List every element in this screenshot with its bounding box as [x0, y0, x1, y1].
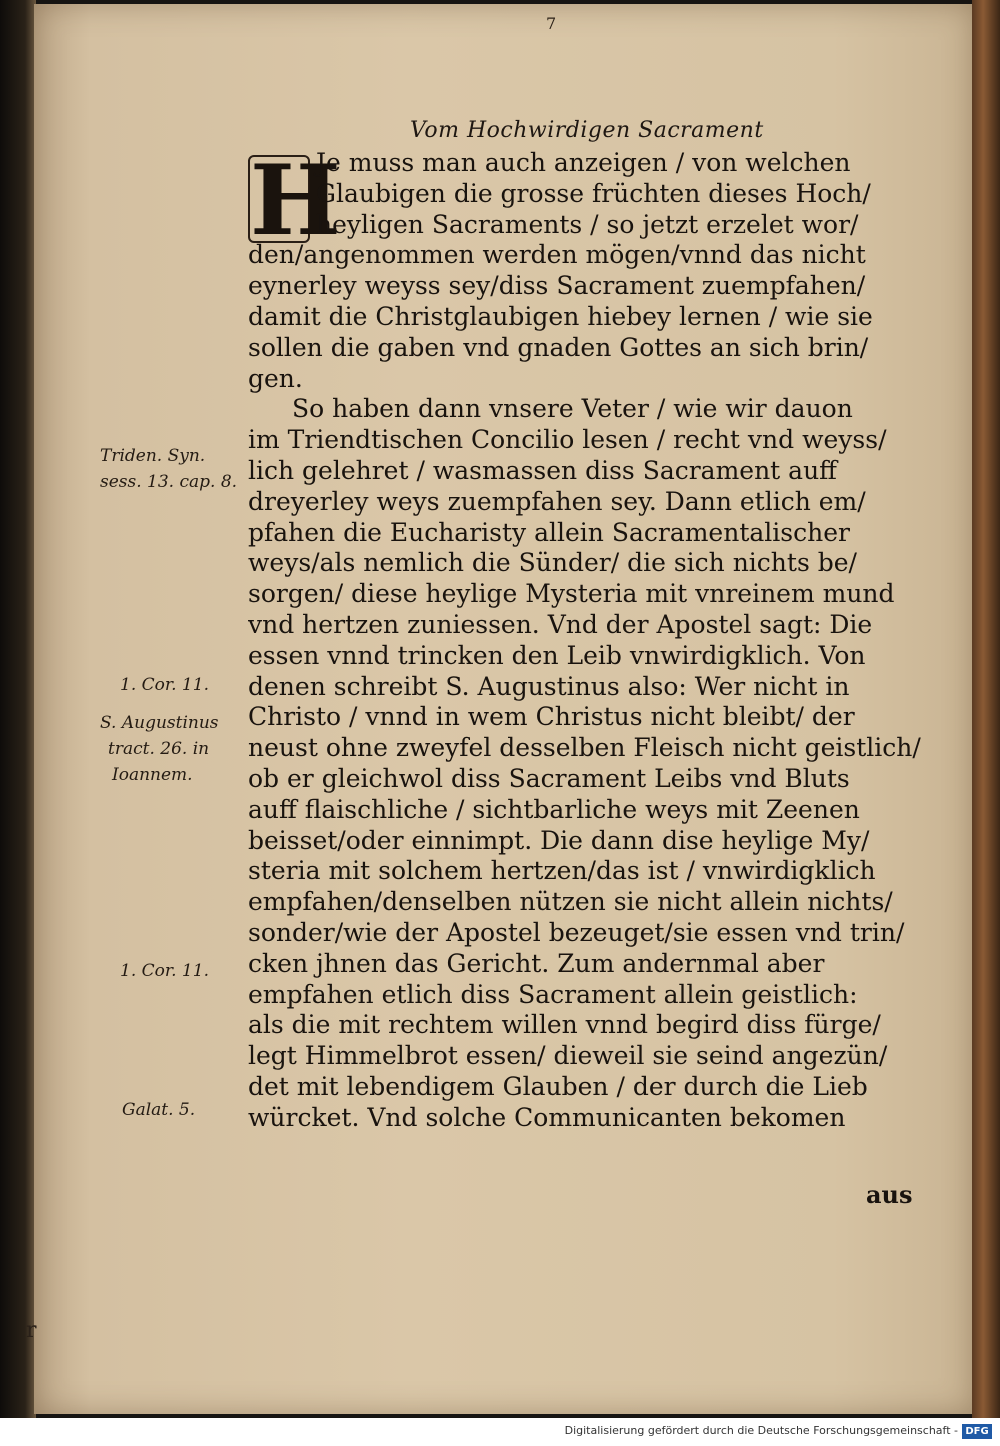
footer-credit: Digitalisierung gefördert durch die Deutsche Forschungsgemeinschaft - — [564, 1424, 958, 1437]
text-line: beisset/oder einnimpt. Die dann dise heylige My/ — [248, 825, 870, 855]
text-line: im Triendtischen Concilio lesen / recht vnd weyss/ — [248, 425, 887, 455]
corner-mark: r — [26, 1318, 37, 1343]
dfg-logo: DFG — [962, 1424, 992, 1439]
catchword: aus — [866, 1180, 913, 1209]
body-text — [248, 144, 928, 1134]
page-tick-mark: 7 — [546, 14, 557, 33]
margin-note: Triden. Syn. — [100, 446, 206, 466]
text-line: Christo / vnnd in wem Christus nicht bleibt/ der — [248, 702, 855, 732]
text-line: So haben dann vnsere Veter / wie wir dauon — [292, 394, 853, 424]
text-line: neust ohne zweyfel desselben Fleisch nicht geistlich/ — [248, 733, 921, 763]
text-line: cken jhnen das Gericht. Zum andernmal aber — [248, 948, 825, 978]
text-line: lich gelehret / wasmassen diss Sacrament auff — [248, 455, 837, 485]
text-line: heyligen Sacraments / so jetzt erzelet wor/ — [316, 209, 859, 239]
margin-note: Galat. 5. — [122, 1100, 196, 1120]
text-line: sorgen/ diese heylige Mysteria mit vnreinem mund — [248, 579, 895, 609]
text-line: Glaubigen die grosse früchten dieses Hoch/ — [316, 178, 871, 208]
text-line: weys/als nemlich die Sünder/ die sich nichts be/ — [248, 548, 857, 578]
text-line: pfahen die Eucharisty allein Sacramentalischer — [248, 517, 850, 547]
text-line: ob er gleichwol diss Sacrament Leibs vnd Bluts — [248, 763, 850, 793]
text-line: legt Himmelbrot essen/ dieweil sie seind angezün/ — [248, 1041, 888, 1071]
margin-note: sess. 13. cap. 8. — [100, 472, 238, 492]
text-line: Je muss man auch anzeigen / von welchen — [316, 148, 851, 177]
text-line: sollen die gaben vnd gnaden Gottes an sich brin/ — [248, 332, 869, 362]
text-line: damit die Christglaubigen hiebey lernen / wie sie — [248, 301, 873, 331]
decorated-initial: H — [250, 144, 341, 257]
margin-note: 1. Cor. 11. — [120, 675, 209, 695]
text-line: gen. — [248, 363, 303, 393]
text-line: empfahen etlich diss Sacrament allein geistlich: — [248, 979, 858, 1009]
text-line: det mit lebendigem Glauben / der durch die Lieb — [248, 1071, 868, 1101]
text-line: auff flaischliche / sichtbarliche weys mit Zeenen — [248, 794, 860, 824]
text-line: steria mit solchem hertzen/das ist / vnwirdigklich — [248, 856, 876, 886]
margin-note: tract. 26. in — [108, 739, 210, 759]
text-line: eynerley weyss sey/diss Sacrament zuempfahen/ — [248, 271, 866, 301]
footer-bar — [0, 1418, 1000, 1446]
text-line: denen schreibt S. Augustinus also: Wer nicht in — [248, 671, 850, 701]
text-line: sonder/wie der Apostel bezeuget/sie essen vnd trin/ — [248, 917, 905, 947]
margin-note: Ioannem. — [112, 765, 193, 785]
margin-note: 1. Cor. 11. — [120, 961, 209, 981]
text-line: essen vnnd trincken den Leib vnwirdigklich. Von — [248, 640, 866, 670]
text-line: vnd hertzen zuniessen. Vnd der Apostel sagt: Die — [248, 609, 873, 639]
text-line: empfahen/denselben nützen sie nicht allein nichts/ — [248, 887, 893, 917]
running-head: Vom Hochwirdigen Sacrament — [410, 118, 764, 143]
text-line: den/angenommen werden mögen/vnnd das nicht — [248, 240, 866, 270]
margin-note: S. Augustinus — [100, 713, 219, 733]
text-line: als die mit rechtem willen vnnd begird diss fürge/ — [248, 1010, 881, 1040]
book-gutter — [0, 0, 36, 1418]
text-line: würcket. Vnd solche Communicanten bekomen — [248, 1102, 846, 1132]
text-line: dreyerley weys zuempfahen sey. Dann etlich em/ — [248, 486, 866, 516]
book-fore-edge — [972, 0, 1000, 1418]
